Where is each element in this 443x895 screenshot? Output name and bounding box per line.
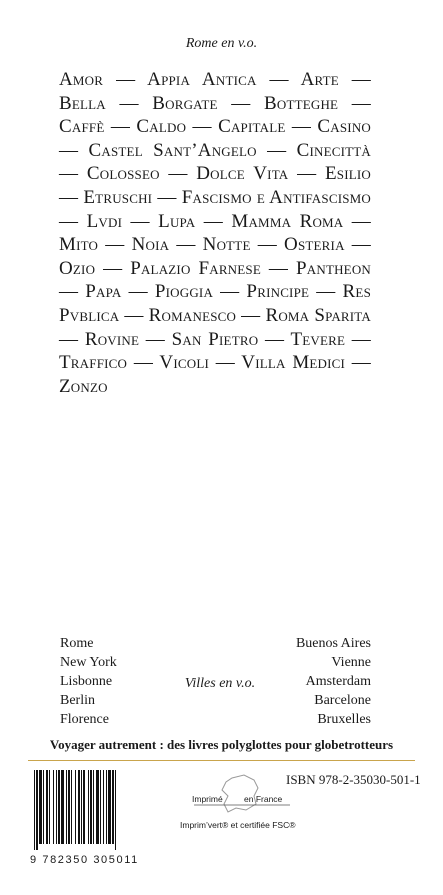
series-label: Villes en v.o. (184, 676, 256, 691)
city-item: New York (60, 655, 117, 670)
city-item: Lisbonne (60, 674, 113, 689)
city-item: Amsterdam (305, 674, 371, 689)
imprime-label: Imprimé (192, 794, 223, 804)
en-france-label: en France (244, 794, 283, 804)
city-item: Barcelone (314, 693, 371, 708)
cities-right-list (296, 634, 371, 729)
divider-rule (28, 760, 415, 761)
keywords-list: Amor — Appia Antica — Arte — Bella — Borgate — Botteghe — Caffè — Caldo — Capitale — Casino — Castel Sant’Angelo — Cinecittà — Colosseo — Dolce Vita — Esilio — Etruschi — Fascismo e Antifascismo — Lvdi — Lupa — Mamma Roma — Mito — Noia — Notte — Osteria — Ozio — Palazio Farnese — Pantheon — Papa — Pioggia — Principe — Res Pvblica — Romanesco — Roma Sparita — Rovine — San Pietro — Tevere — Traffico — Vicoli — Villa Medici — Zonzo (59, 69, 371, 397)
city-item: Berlin (60, 693, 95, 708)
city-item: Florence (60, 712, 109, 727)
tagline: Voyager autrement : des livres polyglottes pour globetrotteurs (49, 737, 394, 752)
barcode-digits: 9 782350 305011 (30, 854, 139, 866)
city-item: Vienne (331, 655, 371, 670)
fsc-certification: Imprim’vert® et certifiée FSC® (180, 820, 296, 830)
isbn-number: ISBN 978-2-35030-501-1 (286, 772, 421, 787)
barcode-icon (32, 770, 164, 850)
page-title: Rome en v.o. (185, 36, 258, 51)
city-item: Bruxelles (317, 712, 371, 727)
city-item: Buenos Aires (295, 636, 371, 651)
cities-left-list (60, 634, 117, 729)
city-item: Rome (60, 636, 94, 651)
